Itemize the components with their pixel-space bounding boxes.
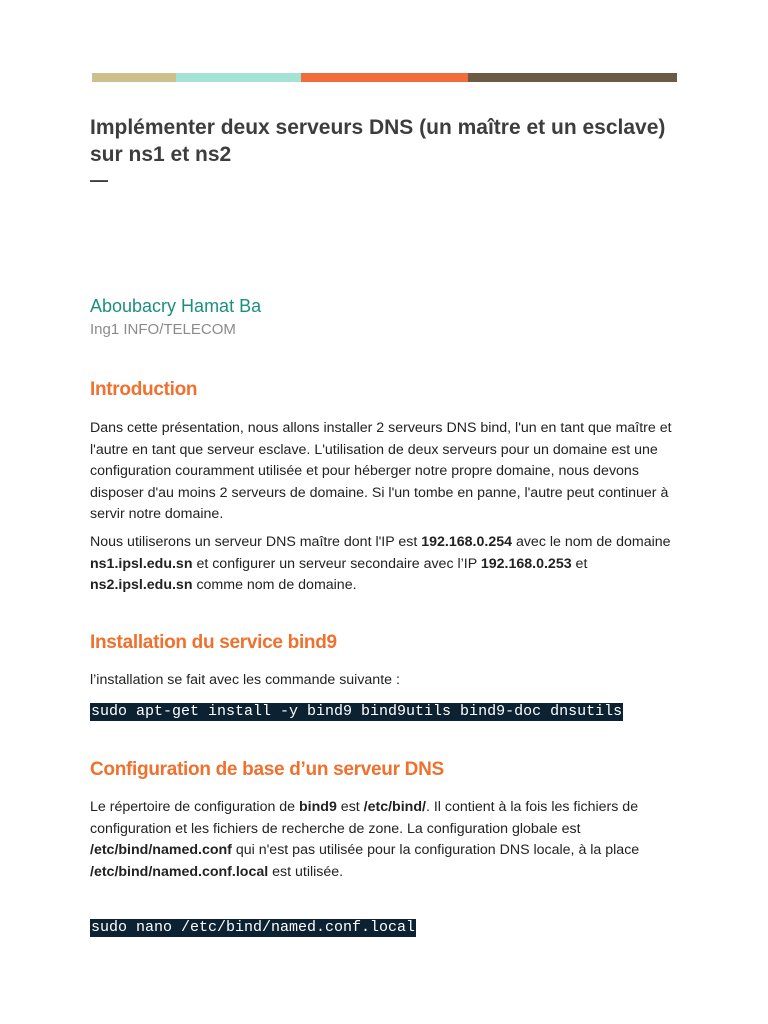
install-command-code: sudo apt-get install -y bind9 bind9utils bind9-doc dnsutils (91, 703, 623, 720)
text: et configurer un serveur secondaire avec l’IP (192, 555, 481, 572)
text: Le répertoire de configuration de (90, 799, 300, 815)
introduction-heading: Introduction (90, 379, 198, 400)
text: avec le nom de domaine (512, 534, 671, 550)
nano-command-code: sudo nano /etc/bind/named.conf.local (91, 919, 416, 936)
bind9-term: bind9 (299, 799, 337, 815)
master-domain: ns1.ipsl.edu.sn (90, 555, 193, 572)
color-bar-segment-2 (176, 73, 301, 82)
named-conf-path: /etc/bind/named.conf (90, 842, 232, 858)
slave-domain: ns2.ipsl.edu.sn (90, 577, 193, 593)
slave-ip: 192.168.0.253 (480, 555, 572, 572)
master-ip: 192.168.0.254 (421, 534, 512, 550)
color-bar-segment-3 (301, 73, 468, 82)
author-role: Ing1 INFO/TELECOM (90, 321, 236, 338)
header-color-bar (92, 73, 677, 82)
text: . Il contient à la fois les fichiers de configuration et les fichiers de recherche de zone. La configuration globale est (90, 799, 639, 837)
text: est (336, 799, 364, 815)
installation-heading: Installation du service bind9 (90, 632, 337, 653)
text: est utilisée. (268, 863, 344, 880)
author-name: Aboubacry Hamat Ba (90, 296, 262, 316)
introduction-paragraph-1: Dans cette présentation, nous allons installer 2 serveurs DNS bind, l'un en tant que maître et l'autre en tant que serveur esclave. L'utilisation de deux serveurs pour un domaine est une configuration couramment utilisée et pour héberger notre propre domaine, nous devons disposer d'au moins 2 serveurs de domaine. Si l'un tombe en panne, l'autre peut continuer à servir notre domaine. (90, 420, 672, 522)
title-dash: — (90, 170, 108, 190)
text: Nous utiliserons un serveur DNS maître dont l'IP est (90, 534, 422, 550)
text: et (571, 555, 588, 572)
color-bar-segment-4 (468, 73, 677, 82)
named-conf-local-path: /etc/bind/named.conf.local (90, 863, 269, 880)
document-title: Implémenter deux serveurs DNS (un maître et un esclave) sur ns1 et ns2 (90, 116, 666, 166)
configuration-paragraph (90, 797, 690, 883)
introduction-paragraph-2 (90, 532, 690, 597)
text: qui n'est pas utilisée pour la configuration DNS locale, à la place (231, 842, 640, 858)
installation-text: l’installation se fait avec les commande suivante : (90, 672, 400, 688)
color-bar-segment-1 (92, 73, 176, 82)
text: comme nom de domaine. (192, 577, 357, 593)
bind-dir-path: /etc/bind/ (363, 799, 426, 815)
configuration-heading: Configuration de base d’un serveur DNS (90, 759, 444, 780)
